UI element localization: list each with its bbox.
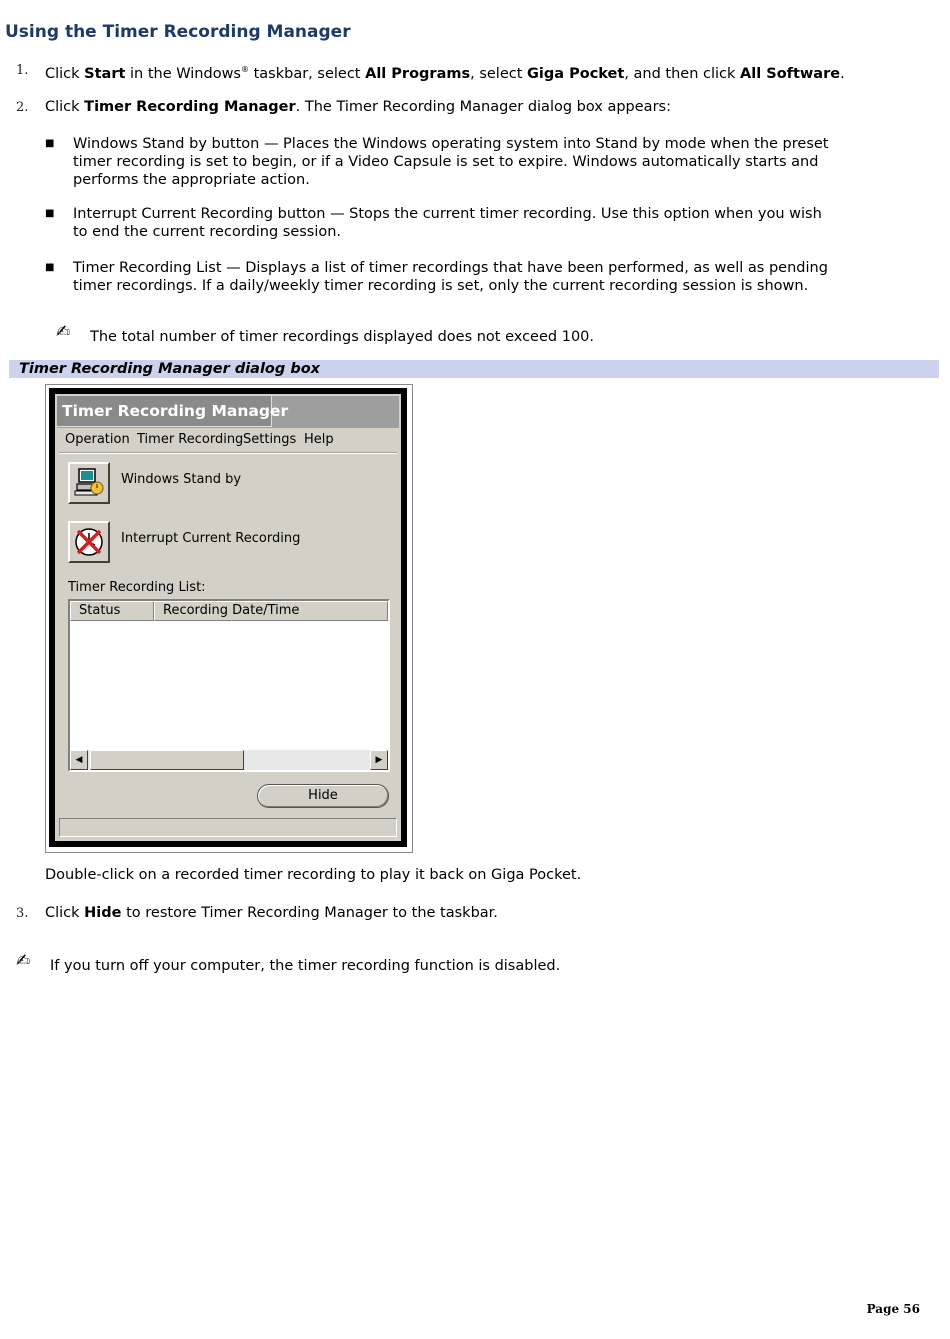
menu-timer-recording[interactable]: Timer Recording [137, 432, 244, 447]
step-3-text: Click Hide to restore Timer Recording Manager to the taskbar. [45, 905, 498, 921]
bullet-marker: ■ [45, 262, 55, 273]
note-text: The total number of timer recordings displayed does not exceed 100. [90, 329, 595, 345]
column-status[interactable]: Status [70, 601, 154, 621]
scroll-right-icon[interactable]: ▶ [370, 750, 388, 770]
note-text: If you turn off your computer, the timer recording function is disabled. [50, 958, 561, 974]
menu-operation[interactable]: Operation [65, 432, 130, 447]
timer-recording-list[interactable] [68, 599, 390, 772]
step-1-number: 1. [16, 63, 29, 78]
step-2-text: Click Timer Recording Manager. The Timer Recording Manager dialog box appears: [45, 99, 671, 115]
pencil-note-icon: ✍ [16, 951, 31, 971]
bullet-interrupt: Interrupt Current Recording button — Stops the current timer recording. Use this option when you wish to end the current recording session. [73, 206, 822, 240]
bullet-marker: ■ [45, 208, 55, 219]
step-1-text: Click Start in the Windows® taskbar, select All Programs, select Giga Pocket, and then click All Software. [45, 65, 845, 82]
page-title: Using the Timer Recording Manager [5, 22, 351, 42]
menu-settings[interactable]: Settings [243, 432, 297, 447]
hide-button[interactable]: Hide [257, 784, 389, 808]
scroll-left-icon[interactable]: ◀ [70, 750, 88, 770]
computer-standby-icon [70, 464, 108, 502]
interrupt-recording-button[interactable] [68, 521, 110, 563]
step-3-number: 3. [16, 906, 29, 921]
playback-instruction: Double-click on a recorded timer recording to play it back on Giga Pocket. [45, 867, 582, 883]
list-label: Timer Recording List: [68, 580, 206, 595]
bullet-list: Timer Recording List — Displays a list of timer recordings that have been performed, as well as pending timer recordings. If a daily/weekly timer recording is set, only the current recording session is shown. [73, 260, 828, 294]
menu-help[interactable]: Help [304, 432, 334, 447]
scroll-thumb[interactable] [90, 750, 244, 770]
pencil-note-icon: ✍ [56, 322, 71, 342]
menu-divider [59, 452, 397, 454]
column-recording-date-time[interactable]: Recording Date/Time [154, 601, 388, 621]
status-bar [59, 818, 397, 837]
interrupt-label: Interrupt Current Recording [121, 531, 301, 546]
step-2-number: 2. [16, 100, 29, 115]
standby-label: Windows Stand by [121, 472, 242, 487]
bullet-marker: ■ [45, 138, 55, 149]
standby-button[interactable] [68, 462, 110, 504]
dialog-title: Timer Recording Manager [62, 402, 289, 420]
page-number: Page 56 [866, 1302, 920, 1316]
figure-caption: Timer Recording Manager dialog box [19, 361, 321, 377]
bullet-standby: Windows Stand by button — Places the Windows operating system into Stand by mode when the preset timer recording is set to begin, or if a Video Capsule is set to expire. Windows automatically starts and performs the appropriate action. [73, 136, 829, 188]
interrupt-recording-icon [70, 523, 108, 561]
